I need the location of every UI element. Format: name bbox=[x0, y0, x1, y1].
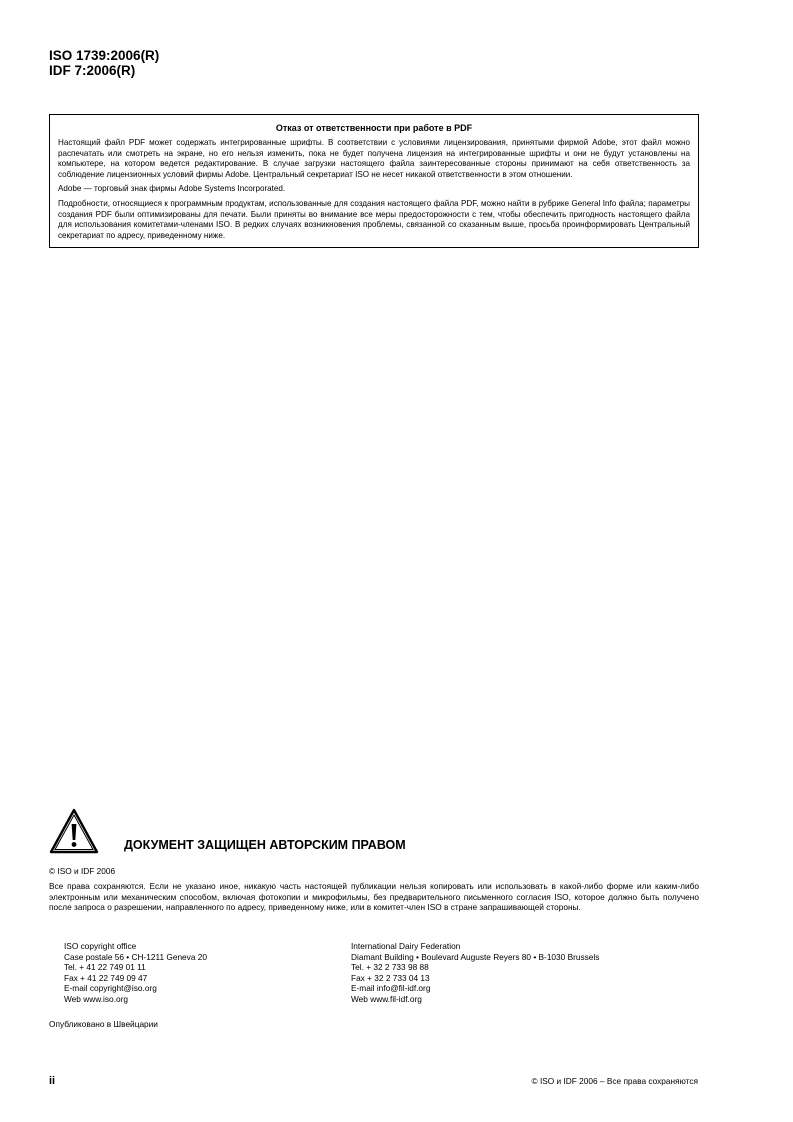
idf-identifier: IDF 7:2006(R) bbox=[49, 63, 136, 78]
disclaimer-paragraph: Подробности, относящиеся к программным продуктам, использованные для создания настоящего файла PDF, можно найти в рубрике General Info файла; параметры создания PDF были оптимизированы для печати. Были приняты во внимание все меры предосторожности с тем, чтобы обеспечить пригодность настоящего файла для использования комитетами-членами ISO. В редких случаях возникновения проблемы, связанной со сказанным выше, просьба проинформировать Центральный секретариат по адресу, приведенному ниже. bbox=[58, 198, 690, 240]
disclaimer-title: Отказ от ответственности при работе в PDF bbox=[275, 123, 473, 133]
contact-line: Case postale 56 • CH-1211 Geneva 20 bbox=[64, 951, 207, 962]
warning-triangle-icon bbox=[49, 808, 99, 854]
iso-contact bbox=[64, 941, 207, 1005]
page-number: ii bbox=[49, 1075, 56, 1087]
idf-contact bbox=[351, 941, 599, 1005]
copyright-warning bbox=[49, 808, 699, 858]
contact-addresses bbox=[64, 941, 699, 1021]
disclaimer-paragraph: Настоящий файл PDF может содержать интегрированные шрифты. В соответствии с условиями лицензирования, принятыми фирмой Adobe, этот файл можно распечатать или смотреть на экране, но его нельзя изменить, пока не будет получена лицензия на интегрированные шрифты и они не будут установлены на компьютере, на котором ведется редактирование. В случае загрузки настоящего файла заинтересованные стороны принимают на себя ответственность за соблюдение лицензионных условий фирмы Adobe. Центральный секретариат ISO не несет никакой ответственности в этом отношении. bbox=[58, 138, 690, 179]
contact-line: International Dairy Federation bbox=[351, 941, 461, 951]
contact-line: E-mail copyright@iso.org bbox=[64, 983, 157, 994]
contact-line: Diamant Building • Boulevard Auguste Reyers 80 • B-1030 Brussels bbox=[351, 951, 600, 962]
copyright-warning-title: ДОКУМЕНТ ЗАЩИЩЕН АВТОРСКИМ ПРАВОМ bbox=[124, 838, 406, 852]
published-in: Опубликовано в Швейцарии bbox=[49, 1019, 158, 1029]
disclaimer-paragraph: Adobe — торговый знак фирмы Adobe Systems Incorporated. bbox=[58, 184, 286, 194]
copyright-line: © ISO и IDF 2006 bbox=[49, 866, 116, 876]
contact-line: Fax + 41 22 749 09 47 bbox=[64, 972, 148, 983]
iso-identifier: ISO 1739:2006(R) bbox=[49, 48, 160, 63]
contact-line: E-mail info@fil-idf.org bbox=[351, 983, 431, 994]
contact-line: Tel. + 32 2 733 98 88 bbox=[351, 962, 429, 973]
pdf-disclaimer-box bbox=[49, 114, 699, 248]
contact-line: ISO copyright office bbox=[64, 941, 137, 951]
contact-line: Fax + 32 2 733 04 13 bbox=[351, 972, 430, 983]
contact-line: Web www.fil-idf.org bbox=[351, 993, 422, 1004]
document-identifier bbox=[49, 48, 159, 78]
rights-reserved-text: Все права сохраняются. Если не указано иное, никакую часть настоящей публикации нельзя копировать или использовать в какой-либо форме или каким-либо электронным или механическим способом, включая фотокопии и микрофильмы, без предварительного письменного согласия ISO, которое должно быть получено после запроса о разрешении, направленного по адресу, приведенному ниже, или в комитет-член ISO в стране запрашивающей стороны. bbox=[49, 881, 699, 913]
contact-line: Web www.iso.org bbox=[64, 993, 128, 1004]
contact-line: Tel. + 41 22 749 01 11 bbox=[64, 962, 146, 973]
footer-copyright: © ISO и IDF 2006 – Все права сохраняются bbox=[531, 1076, 698, 1086]
